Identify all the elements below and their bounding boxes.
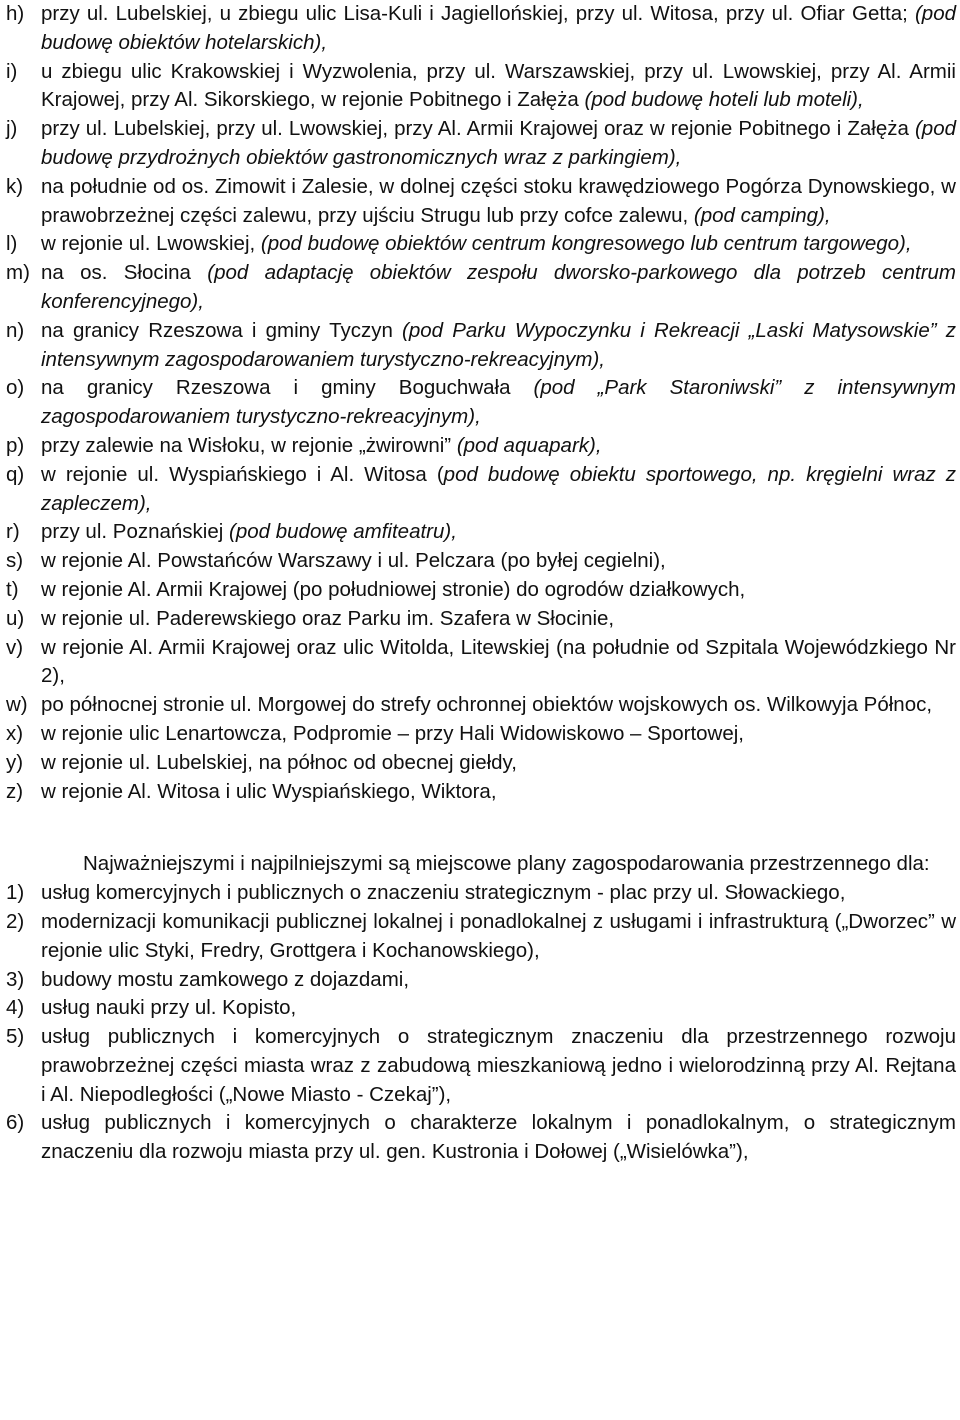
list-item-marker: 1) <box>6 881 25 905</box>
list-item <box>6 576 956 605</box>
list-item-marker: q) <box>6 462 25 486</box>
italic-note: pod budowę obiektu sportowego, np. kręgielni wraz z zapleczem), <box>41 462 957 515</box>
list-item-marker: m) <box>6 261 30 285</box>
list-item <box>6 432 956 461</box>
list-item <box>6 230 956 259</box>
list-item-text <box>41 576 956 605</box>
list-item <box>6 0 956 58</box>
priority-plans-list <box>6 879 956 1167</box>
list-item <box>6 966 956 995</box>
text-segment: na południe od os. Zimowit i Zalesie, w dolnej części stoku krawędziowego Pogórza Dynowskiego, w prawobrzeżnej części zalewu, przy ujściu Strugu lub przy cofce zalewu, <box>41 174 956 227</box>
list-item-text <box>41 230 956 259</box>
list-item <box>6 259 956 317</box>
list-item-text <box>41 605 956 634</box>
italic-note: (pod budowę amfiteatru), <box>229 520 457 544</box>
list-item <box>6 374 956 432</box>
italic-note: (pod „Park Staroniwski” z intensywnym zagospodarowaniem turystyczno-rekreacyjnym), <box>41 376 956 429</box>
text-segment: w rejonie ul. Wyspiańskiego i Al. Witosa ( <box>41 462 444 486</box>
list-item <box>6 461 956 519</box>
list-item-marker: v) <box>6 635 24 659</box>
list-item-marker: l) <box>6 232 18 256</box>
plans-intro-paragraph: Najważniejszymi i najpilniejszymi są miejscowe plany zagospodarowania przestrzennego dla: <box>83 852 930 876</box>
list-item-marker: r) <box>6 520 20 544</box>
text-segment: po północnej stronie ul. Morgowej do strefy ochronnej obiektów wojskowych os. Wilkowyja Północ, <box>41 693 933 717</box>
locations-list <box>6 0 956 806</box>
list-item-text <box>41 0 956 58</box>
list-item-text <box>41 317 956 375</box>
list-item-text: usług publicznych i komercyjnych o strategicznym znaczeniu dla przestrzennego rozwoju prawobrzeżnej części miasta wraz z zabudową mieszkaniową jedno i wielorodzinną przy Al. Rejtana i Al. Niepodległości („Nowe Miasto - Czekaj”), <box>41 1025 956 1106</box>
list-item-text <box>41 115 956 173</box>
list-item <box>6 908 956 966</box>
list-item-text <box>41 374 956 432</box>
text-segment: w rejonie ulic Lenartowcza, Podpromie – przy Hali Widowiskowo – Sportowej, <box>41 721 744 745</box>
text-segment: w rejonie ul. Paderewskiego oraz Parku im. Szafera w Słocinie, <box>41 606 615 630</box>
list-item-text <box>41 691 956 720</box>
italic-note: (pod adaptację obiektów zespołu dworsko-parkowego dla potrzeb centrum konferencyjnego), <box>41 261 956 313</box>
text-segment: u zbiegu ulic Krakowskiej i Wyzwolenia, przy ul. Warszawskiej, przy ul. Lwowskiej, przy Al. Armii Krajowej, przy Al. Sikorskiego, w rejonie Pobitnego i Załęża <box>41 59 956 112</box>
list-item-marker: k) <box>6 174 24 198</box>
list-item-text <box>41 547 956 576</box>
list-item-marker: z) <box>6 779 24 803</box>
text-segment: na granicy Rzeszowa i gminy Boguchwała <box>41 376 534 400</box>
text-segment: w rejonie Al. Powstańców Warszawy i ul. Pelczara (po byłej cegielni), <box>41 549 666 573</box>
list-item-marker: n) <box>6 318 25 342</box>
list-item-text <box>41 173 956 231</box>
list-item-marker: j) <box>6 117 18 141</box>
list-item <box>6 691 956 720</box>
list-item-text <box>41 58 956 116</box>
text-segment: na granicy Rzeszowa i gminy Tyczyn <box>41 318 403 342</box>
list-item-marker: o) <box>6 376 25 400</box>
list-item <box>6 749 956 778</box>
list-item <box>6 173 956 231</box>
italic-note: (pod budowę hoteli lub moteli), <box>584 88 864 112</box>
list-item <box>6 720 956 749</box>
list-item-text <box>41 720 956 749</box>
text-segment: na os. Słocina <box>41 261 208 285</box>
list-item-marker: w) <box>6 693 28 717</box>
list-item-marker: h) <box>6 2 25 25</box>
list-item-marker: y) <box>6 750 24 774</box>
text-segment: przy ul. Poznańskiej <box>41 520 230 544</box>
list-item <box>6 879 956 908</box>
list-item-marker: t) <box>6 577 19 601</box>
list-item <box>6 1023 956 1109</box>
list-item-text <box>41 749 956 778</box>
text-segment: w rejonie Al. Witosa i ulic Wyspiańskiego, Wiktora, <box>41 779 497 803</box>
list-item <box>6 605 956 634</box>
italic-note: (pod budowę obiektów centrum kongresowego lub centrum targowego), <box>260 232 912 256</box>
list-item-marker: i) <box>6 59 18 83</box>
list-item <box>6 634 956 692</box>
text-segment: przy zalewie na Wisłoku, w rejonie „żwirowni” <box>41 433 457 457</box>
text-segment: w rejonie ul. Lubelskiej, na północ od obecnej giełdy, <box>41 750 517 774</box>
list-item-text: usług komercyjnych i publicznych o znaczeniu strategicznym - plac przy ul. Słowackiego, <box>41 881 846 905</box>
list-item <box>6 547 956 576</box>
list-item-marker: s) <box>6 549 24 573</box>
list-item <box>6 1109 956 1167</box>
list-item <box>6 115 956 173</box>
list-item-text <box>41 634 956 692</box>
list-item-text <box>41 259 956 317</box>
list-item-text <box>41 432 956 461</box>
italic-note: (pod budowę przydrożnych obiektów gastronomicznych wraz z parkingiem), <box>41 117 956 169</box>
text-segment: w rejonie Al. Armii Krajowej oraz ulic Witolda, Litewskiej (na południe od Szpitala Wojewódzkiego Nr 2), <box>41 635 956 688</box>
list-item-marker: p) <box>6 433 25 457</box>
list-item <box>6 994 956 1023</box>
italic-note: (pod Parku Wypoczynku i Rekreacji „Laski Matysowskie” z intensywnym zagospodarowaniem turystyczno-rekreacyjnym), <box>41 318 956 371</box>
text-segment: w rejonie ul. Lwowskiej, <box>41 232 261 256</box>
list-item-text <box>41 461 956 519</box>
list-item-text: budowy mostu zamkowego z dojazdami, <box>41 967 410 991</box>
list-item-marker: 6) <box>6 1111 25 1135</box>
list-item <box>6 518 956 547</box>
text-segment: w rejonie Al. Armii Krajowej (po południowej stronie) do ogrodów działkowych, <box>41 577 746 601</box>
list-item-marker: 4) <box>6 996 25 1020</box>
italic-note: (pod camping), <box>693 203 831 227</box>
section-gap <box>6 806 956 834</box>
list-item-text: usług nauki przy ul. Kopisto, <box>41 996 297 1020</box>
text-segment: przy ul. Lubelskiej, przy ul. Lwowskiej, przy Al. Armii Krajowej oraz w rejonie Pobitnego i Załęża <box>41 117 915 141</box>
list-item-text <box>41 778 956 807</box>
list-item-marker: x) <box>6 721 24 745</box>
list-item-text: usług publicznych i komercyjnych o charakterze lokalnym i ponadlokalnym, o strategicznym znaczeniu dla rozwoju miasta przy ul. gen. Kustronia i Dołowej („Wisielówka”), <box>41 1111 956 1164</box>
italic-note: (pod aquapark), <box>456 433 602 457</box>
list-item <box>6 317 956 375</box>
list-item-marker: 3) <box>6 967 25 991</box>
list-item-marker: u) <box>6 606 25 630</box>
list-item-text: modernizacji komunikacji publicznej lokalnej i ponadlokalnej z usługami i infrastrukturą („Dworzec” w rejonie ulic Styki, Fredry, Grottgera i Kochanowskiego), <box>41 909 956 962</box>
list-item <box>6 58 956 116</box>
list-item-text <box>41 518 956 547</box>
list-item <box>6 778 956 807</box>
italic-note: (pod budowę obiektów hotelarskich), <box>41 2 956 54</box>
list-item-marker: 5) <box>6 1025 25 1049</box>
text-segment: przy ul. Lubelskiej, u zbiegu ulic Lisa-Kuli i Jagiellońskiej, przy ul. Witosa, przy ul. Ofiar Getta; <box>41 2 915 25</box>
list-item-marker: 2) <box>6 909 25 933</box>
